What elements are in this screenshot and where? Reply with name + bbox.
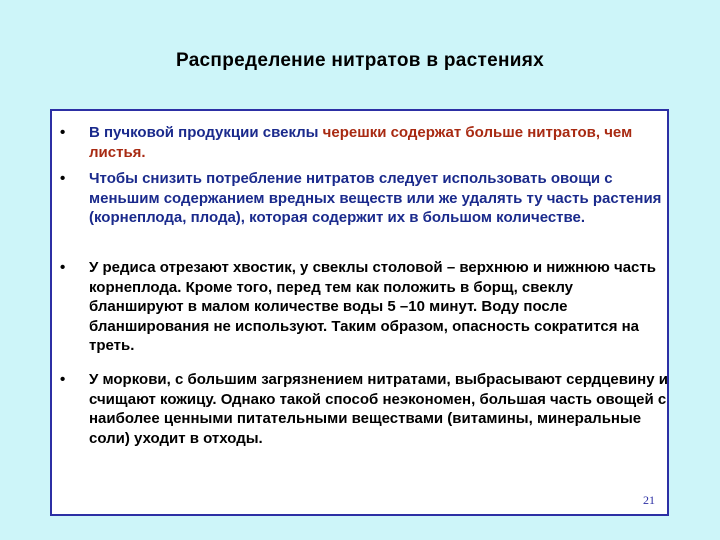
content-panel bbox=[50, 109, 669, 516]
bullet-1-highlight-text: черешки содержат больше нитратов, чем листья. bbox=[89, 124, 633, 161]
bullet-1-lead-text: В пучковой продукции свеклы bbox=[89, 124, 323, 141]
slide-title: Распределение нитратов в растениях bbox=[175, 50, 545, 71]
bullet-text-4: У моркови, с большим загрязнением нитратами, выбрасывают сердцевину и счищают кожицу. Однако такой способ неэкономен, большая часть овощей с наиболее ценными питательными веществами (витамины, минеральные соли) уходит в отходы. bbox=[89, 371, 668, 447]
page-number: 21 bbox=[643, 493, 655, 507]
bullet-text-1 bbox=[89, 123, 669, 162]
bullet-dot-icon: • bbox=[60, 170, 66, 187]
bullet-text-2: Чтобы снизить потребление нитратов следует использовать овощи с меньшим содержанием вредных веществ или же удалять ту часть растения (корнеплода, плода), которая содержит их в большом количестве. bbox=[89, 170, 662, 226]
bullet-text-3: У редиса отрезают хвостик, у свеклы столовой – верхнюю и нижнюю часть корнеплода. Кроме того, перед тем как положить в борщ, свеклу бланшируют в малом количестве воды 5 –10 минут. Воду после бланширования не используют. Таким образом, опасность сократится на треть. bbox=[89, 259, 656, 354]
bullet-dot-icon: • bbox=[60, 124, 66, 141]
bullet-dot-icon: • bbox=[60, 259, 66, 276]
bullet-dot-icon: • bbox=[60, 371, 66, 388]
